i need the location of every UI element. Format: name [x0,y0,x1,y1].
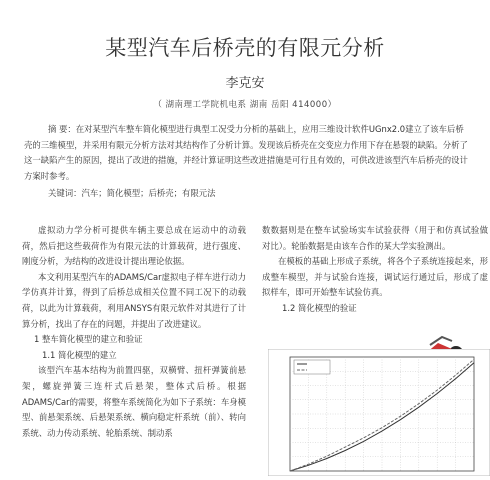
subsection-heading: 1.2 简化模型的验证 [282,302,357,313]
section-heading: 1 整车简化模型的建立和验证 [34,334,143,345]
subsection-heading: 1.1 简化模型的建立 [42,349,117,360]
left-column [22,223,246,441]
author-name: 李克安 [225,76,265,91]
body-paragraph: 在模板的基础上形成子系统，将各个子系统连接起来，形成整车模型，并与试验台连接，调试运行通过后，形成了虚拟样车，即可开始整车试验仿真。 [262,256,488,298]
author-affiliation: （ 湖南理工学院机电系 湖南 岳阳 414000） [153,100,337,110]
paper-title: 某型汽车后桥壳的有限元分析 [105,36,385,60]
body-paragraph: 本文利用某型汽车的ADAMS/Car虚拟电子样车进行动力学仿真并计算，得到了后桥总成相关位置不同工况下的动载荷，以此为计算载荷，利用ANSYS有限元软件对其进行了计算分析，找出了存在的问题，并提出了改进建议。 [22,271,246,329]
body-paragraph: 数数据则是在整车试验场实车试验获得（用于和仿真试验做对比）。轮胎数据是由该车合作的某大学实验测出。 [262,225,488,251]
body-paragraph: 虚拟动力学分析可提供车辆主要总成在运动中的动载荷，然后把这些载荷作为有限元法的计算载荷，进行强度、刚度分析，为结构的改进设计提出理论依据。 [22,225,246,267]
right-column [262,223,488,317]
body-paragraph: 该型汽车基本结构为前置四驱，双横臂、扭杆弹簧前悬架，螺旋弹簧三连杆式后悬架，整体式后桥。根据ADAMS/Car的需要，将整车系统简化为如下子系统：车身模型、前悬架系统、后悬架系统、横向稳定杆系统（前）、转向系统、动力传动系统、轮胎系统、制动系 [22,365,246,438]
validation-chart [268,349,490,476]
abstract: 摘 要：在对某型汽车整车简化模型进行典型工况受力分析的基础上，应用三维设计软件UGnx2.0建立了该车后桥壳的三维模型，并采用有限元分析方法对其结构作了分析计算。发现该后桥壳在交变应力作用下存在悬裂的缺陷。分析了这一缺陷产生的原因，提出了改进的措施，并经计算证明这些改进措施是可行且有效的，可供改进该型汽车后桥壳的设计方案时参考。 [24,124,468,181]
legend-box [294,360,330,374]
chart-container [268,349,490,476]
keywords: 关键词：汽车；简化模型；后桥壳；有限元法 [48,188,216,198]
